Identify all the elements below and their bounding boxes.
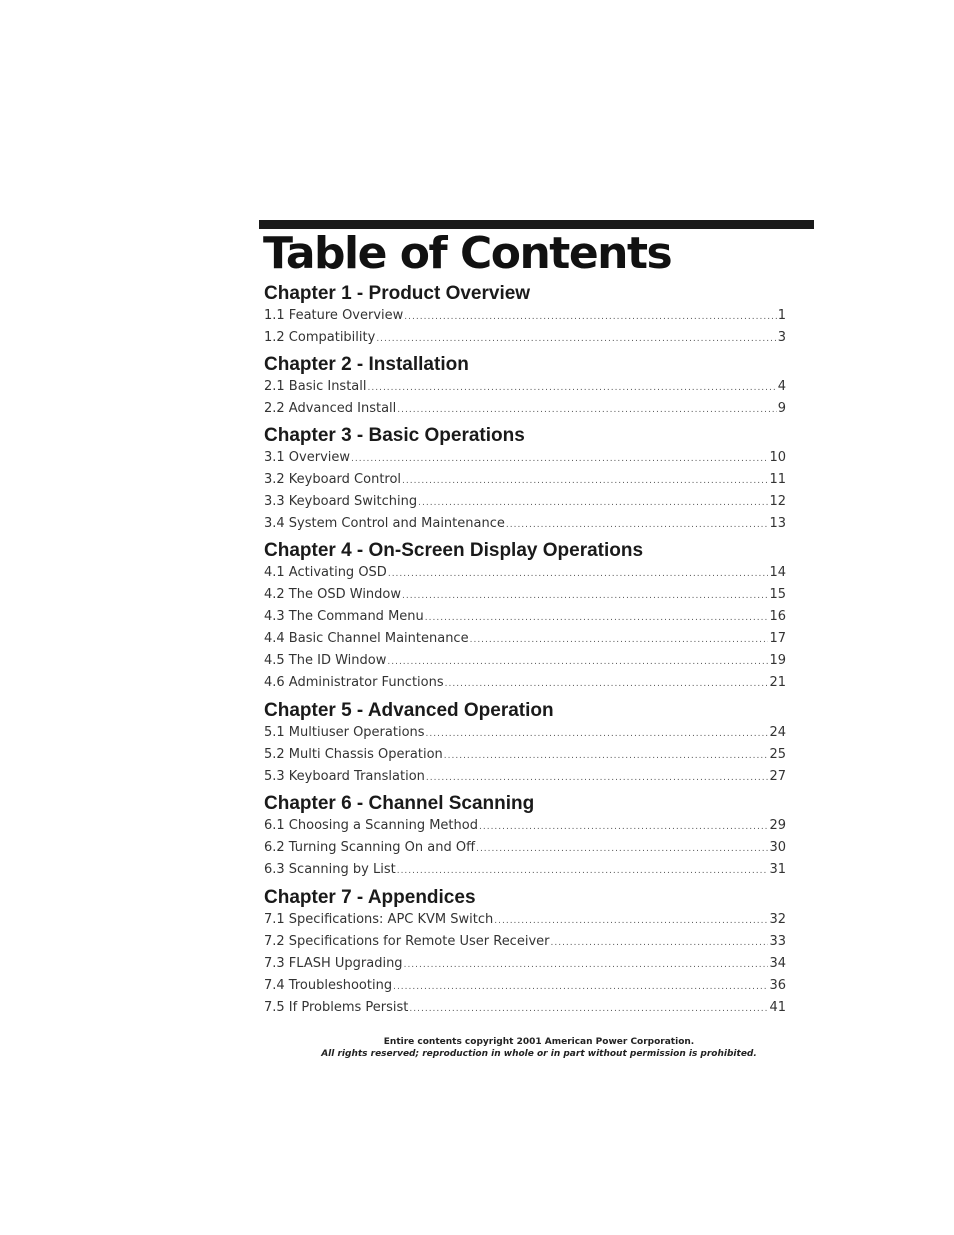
toc-entry[interactable] xyxy=(264,975,786,997)
toc-entry-page: 32 xyxy=(769,912,786,927)
toc-entry[interactable] xyxy=(264,859,786,881)
chapter-section xyxy=(264,283,786,349)
dot-leader xyxy=(376,328,776,350)
toc-entry-page: 21 xyxy=(769,675,786,690)
toc-entry[interactable] xyxy=(264,931,786,953)
toc-entry[interactable] xyxy=(264,305,786,327)
copyright-line-2: All rights reserved; reproduction in whole or in part without permission is prohibited. xyxy=(321,1049,757,1059)
toc-entry-label: 7.4 Troubleshooting xyxy=(264,978,393,993)
dot-leader xyxy=(351,448,768,470)
chapter-section xyxy=(264,700,786,788)
toc-entry-label: 1.2 Compatibility xyxy=(264,330,376,345)
toc-entry[interactable] xyxy=(264,398,786,420)
dot-leader xyxy=(387,651,768,673)
toc-entry-label: 3.1 Overview xyxy=(264,450,351,465)
dot-leader xyxy=(476,838,768,860)
toc-entry-label: 5.2 Multi Chassis Operation xyxy=(264,747,443,762)
toc-entry-page: 24 xyxy=(769,725,786,740)
toc-entry-label: 4.4 Basic Channel Maintenance xyxy=(264,631,469,646)
chapter-heading[interactable]: Chapter 2 - Installation xyxy=(264,354,469,375)
toc-entry-label: 6.2 Turning Scanning On and Off xyxy=(264,840,476,855)
toc-entry-page: 13 xyxy=(769,516,786,531)
toc-entry[interactable] xyxy=(264,584,786,606)
dot-leader xyxy=(393,976,768,998)
toc-entry[interactable] xyxy=(264,837,786,859)
toc-entry-label: 4.2 The OSD Window xyxy=(264,587,402,602)
dot-leader xyxy=(402,470,768,492)
toc-entry-label: 1.1 Feature Overview xyxy=(264,308,404,323)
chapter-section xyxy=(264,425,786,535)
toc-entry-page: 15 xyxy=(769,587,786,602)
toc-entry[interactable] xyxy=(264,327,786,349)
chapter-heading[interactable]: Chapter 3 - Basic Operations xyxy=(264,425,525,446)
toc-entry[interactable] xyxy=(264,606,786,628)
toc-entry-label: 7.3 FLASH Upgrading xyxy=(264,956,403,971)
toc-entry-page: 33 xyxy=(769,934,786,949)
toc-entry-label: 5.3 Keyboard Translation xyxy=(264,769,425,784)
toc-entry[interactable] xyxy=(264,997,786,1019)
chapter-section xyxy=(264,887,786,1019)
toc-entry-page: 17 xyxy=(769,631,786,646)
dot-leader xyxy=(404,306,776,328)
toc-entry[interactable] xyxy=(264,376,786,398)
toc-entry-label: 7.5 If Problems Persist xyxy=(264,1000,409,1015)
dot-leader xyxy=(397,399,776,421)
chapter-heading[interactable]: Chapter 5 - Advanced Operation xyxy=(264,700,554,721)
toc-entry-label: 5.1 Multiuser Operations xyxy=(264,725,425,740)
toc-entry-label: 3.4 System Control and Maintenance xyxy=(264,516,505,531)
dot-leader xyxy=(397,860,769,882)
toc-entry[interactable] xyxy=(264,469,786,491)
copyright-notice xyxy=(264,1036,814,1060)
toc-entry[interactable] xyxy=(264,722,786,744)
dot-leader xyxy=(388,563,769,585)
chapter-section xyxy=(264,354,786,420)
dot-leader xyxy=(506,514,769,536)
toc-entry-page: 41 xyxy=(769,1000,786,1015)
toc-entry-page: 9 xyxy=(777,401,786,416)
toc-entry-page: 27 xyxy=(769,769,786,784)
dot-leader xyxy=(445,673,769,695)
toc-entry-label: 3.3 Keyboard Switching xyxy=(264,494,418,509)
toc-entry-page: 34 xyxy=(769,956,786,971)
chapter-heading[interactable]: Chapter 7 - Appendices xyxy=(264,887,476,908)
toc-entry-page: 4 xyxy=(777,379,786,394)
chapter-heading[interactable]: Chapter 4 - On-Screen Display Operations xyxy=(264,540,644,561)
toc-entry-page: 30 xyxy=(769,840,786,855)
toc-entry-page: 12 xyxy=(769,494,786,509)
dot-leader xyxy=(444,745,769,767)
toc-entry-page: 16 xyxy=(769,609,786,624)
toc-entry-page: 36 xyxy=(769,978,786,993)
toc-entry-label: 7.2 Specifications for Remote User Receiver xyxy=(264,934,550,949)
toc-entry-page: 3 xyxy=(777,330,786,345)
copyright-line-1: Entire contents copyright 2001 American Power Corporation. xyxy=(383,1037,695,1047)
chapter-heading[interactable]: Chapter 6 - Channel Scanning xyxy=(264,793,535,814)
toc-entry-label: 4.1 Activating OSD xyxy=(264,565,387,580)
toc-entry-page: 10 xyxy=(769,450,786,465)
toc-entry-label: 6.1 Choosing a Scanning Method xyxy=(264,818,478,833)
dot-leader xyxy=(550,932,768,954)
chapter-section xyxy=(264,540,786,694)
toc-entry-page: 31 xyxy=(769,862,786,877)
toc-entry-page: 25 xyxy=(769,747,786,762)
toc-entry[interactable] xyxy=(264,953,786,975)
toc-entry[interactable] xyxy=(264,491,786,513)
page-title: Table of Contents xyxy=(263,228,672,279)
dot-leader xyxy=(409,998,768,1020)
dot-leader xyxy=(418,492,768,514)
toc-entry-label: 7.1 Specifications: APC KVM Switch xyxy=(264,912,494,927)
toc-entry-label: 6.3 Scanning by List xyxy=(264,862,396,877)
toc-entry-page: 19 xyxy=(769,653,786,668)
toc-entry-page: 1 xyxy=(777,308,786,323)
toc-entry[interactable] xyxy=(264,909,786,931)
toc-entry[interactable] xyxy=(264,628,786,650)
toc-entry-page: 14 xyxy=(769,565,786,580)
dot-leader xyxy=(368,377,777,399)
toc-entry[interactable] xyxy=(264,650,786,672)
dot-leader xyxy=(426,723,769,745)
chapter-heading[interactable]: Chapter 1 - Product Overview xyxy=(264,283,531,304)
dot-leader xyxy=(425,607,769,629)
dot-leader xyxy=(494,910,768,932)
toc-entry[interactable] xyxy=(264,766,786,788)
dot-leader xyxy=(402,585,768,607)
toc-entry[interactable] xyxy=(264,744,786,766)
toc-entry-page: 29 xyxy=(769,818,786,833)
chapter-section xyxy=(264,793,786,881)
table-of-contents xyxy=(264,283,786,1019)
dot-leader xyxy=(426,767,769,789)
toc-entry-label: 2.2 Advanced Install xyxy=(264,401,397,416)
toc-entry-label: 2.1 Basic Install xyxy=(264,379,367,394)
toc-entry-label: 4.6 Administrator Functions xyxy=(264,675,444,690)
dot-leader xyxy=(470,629,769,651)
toc-entry-label: 4.5 The ID Window xyxy=(264,653,387,668)
toc-entry-label: 3.2 Keyboard Control xyxy=(264,472,402,487)
dot-leader xyxy=(404,954,769,976)
dot-leader xyxy=(479,816,768,838)
toc-entry[interactable] xyxy=(264,513,786,535)
toc-entry[interactable] xyxy=(264,815,786,837)
toc-entry[interactable] xyxy=(264,562,786,584)
toc-entry[interactable] xyxy=(264,672,786,694)
toc-entry-label: 4.3 The Command Menu xyxy=(264,609,424,624)
toc-entry[interactable] xyxy=(264,447,786,469)
toc-entry-page: 11 xyxy=(769,472,786,487)
